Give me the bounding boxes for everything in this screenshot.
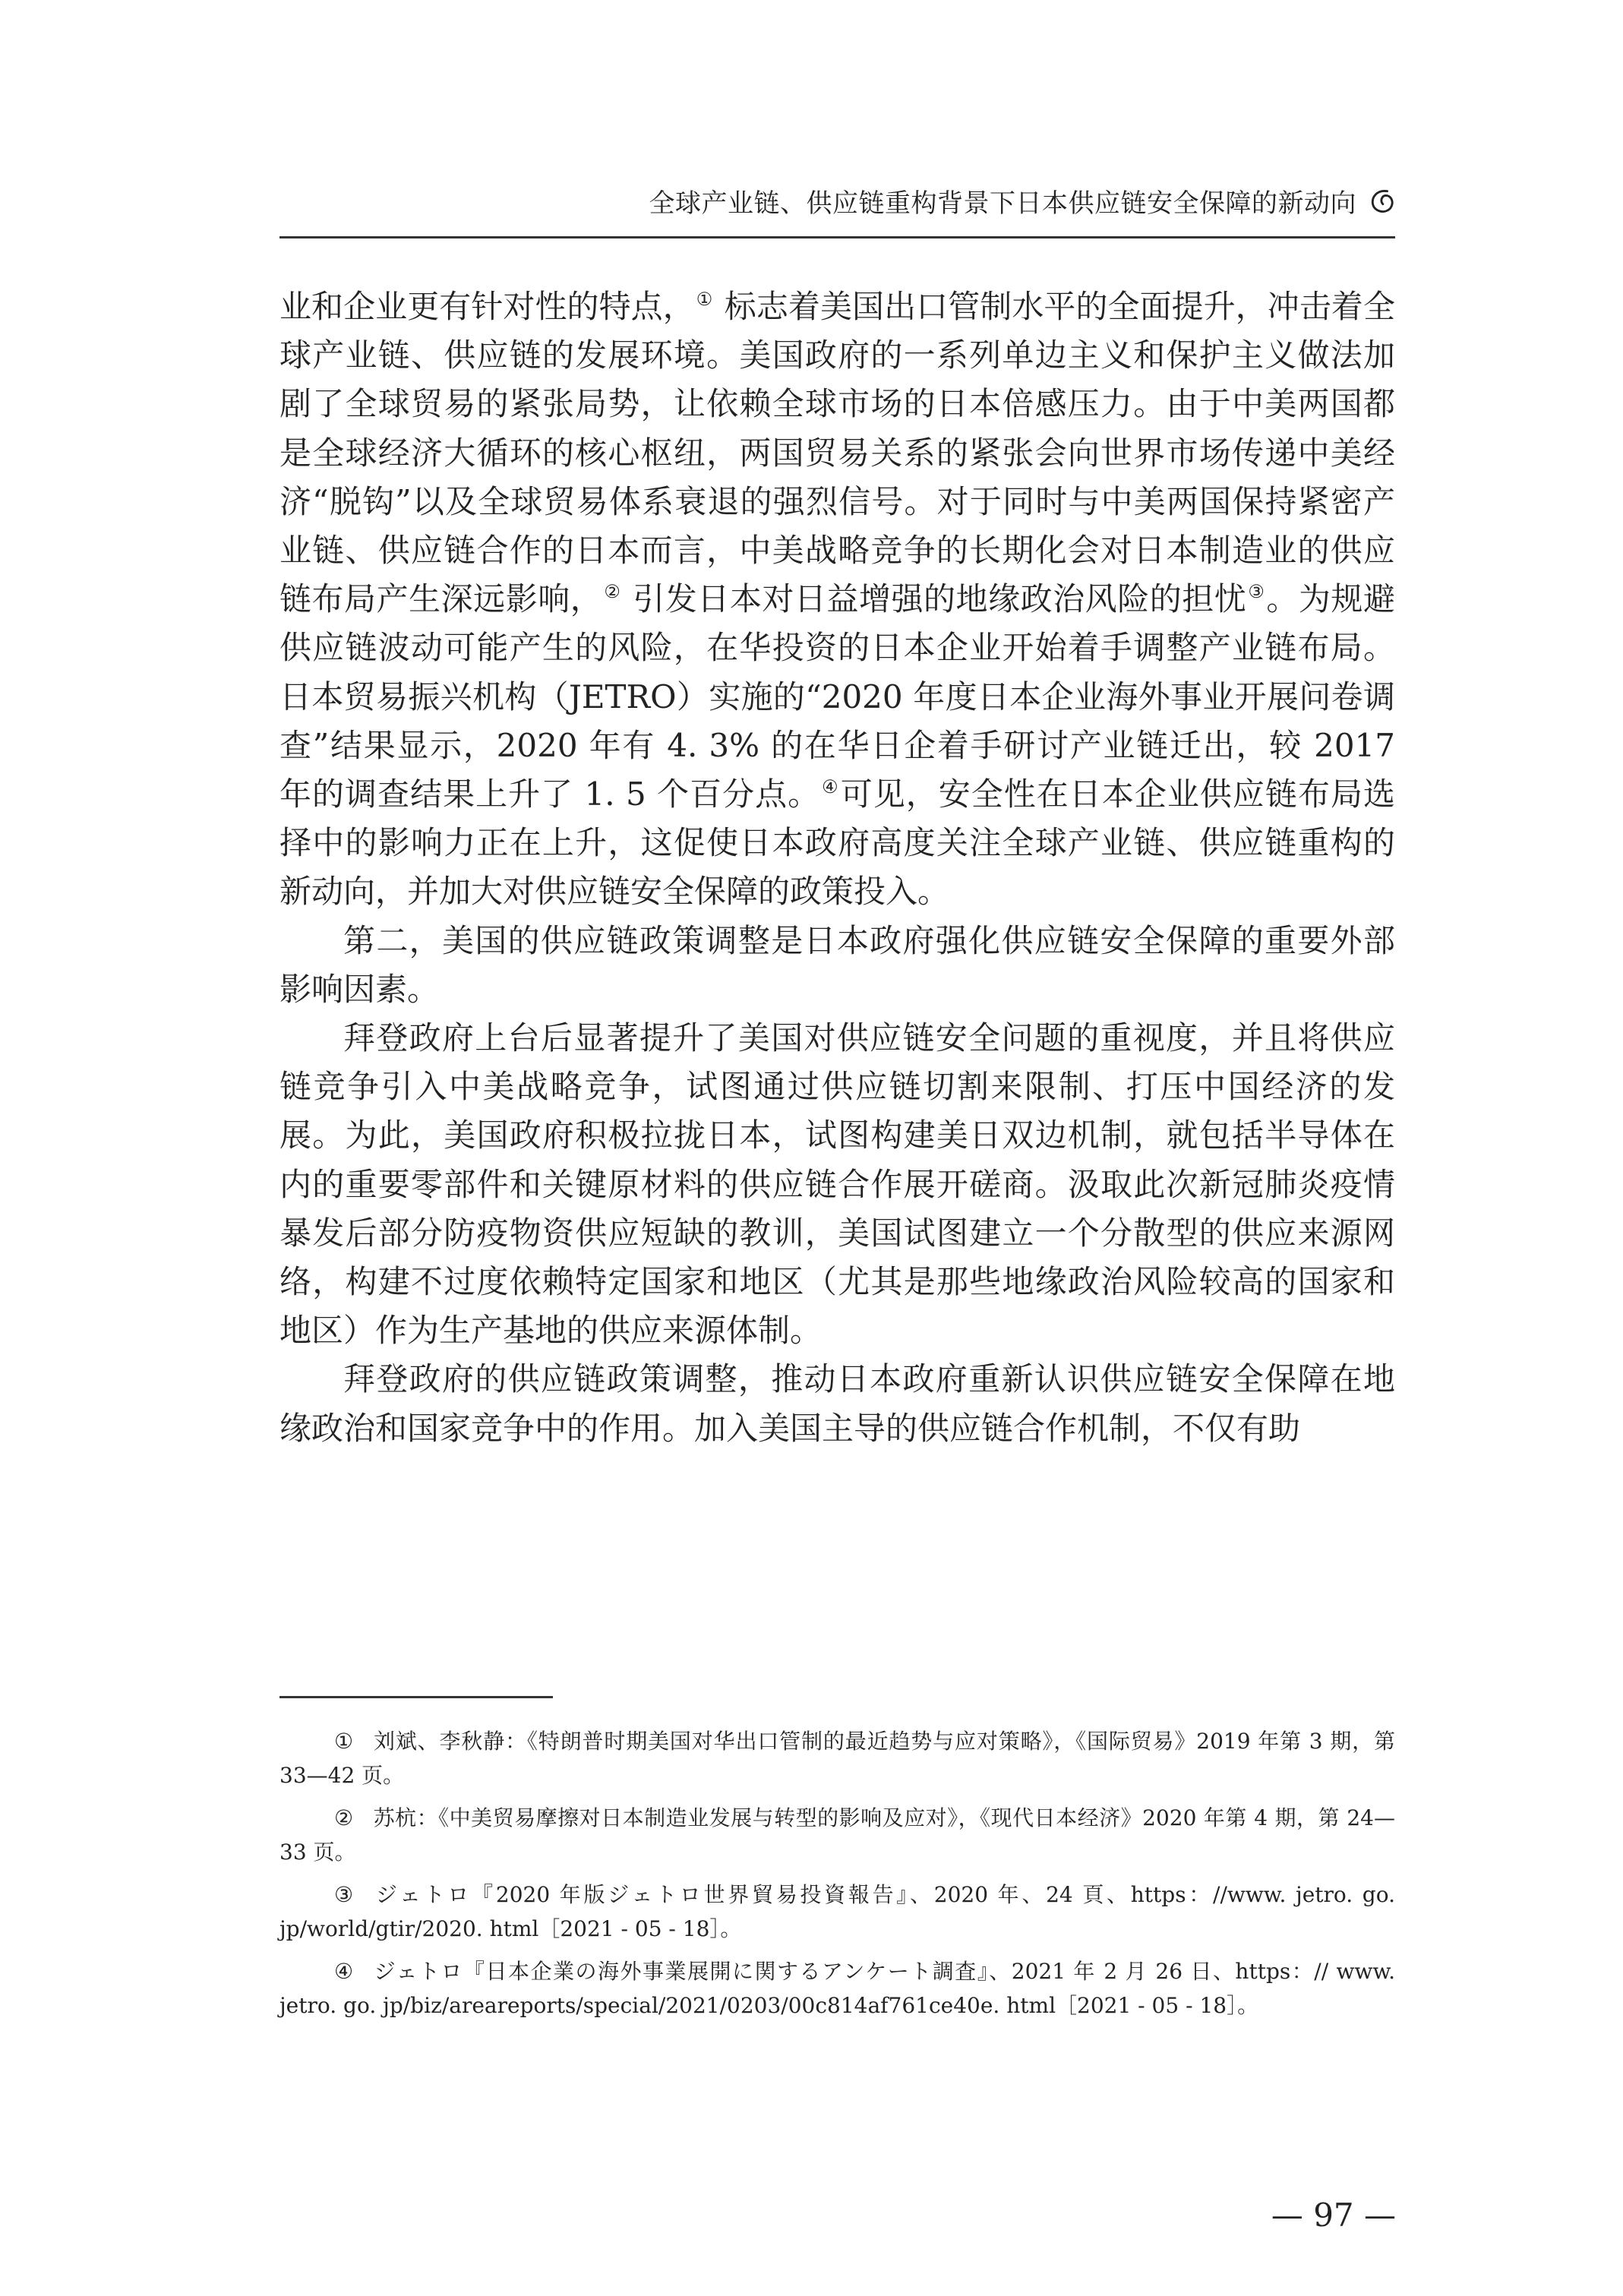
footnote-text: 苏杭：《中美贸易摩擦对日本制造业发展与转型的影响及应对》，《现代日本经济》2020 年第 4 期，第 24—33 页。 [279, 1805, 1395, 1865]
paragraph-text: 引发日本对日益增强的地缘政治风险的担忧 [622, 580, 1247, 618]
paragraph-text: 业和企业更有针对性的特点， [279, 288, 695, 325]
footnote [279, 1801, 1395, 1869]
footnote-number: ② [334, 1805, 354, 1830]
footnote [279, 1724, 1395, 1792]
page-number: — 97 — [1271, 2197, 1396, 2234]
running-head [279, 182, 1396, 219]
footnote-text: ジェトロ『2020 年版ジェトロ世界貿易投資報告』、2020 年、24 頁、https：//www. jetro. go. jp/world/gtir/2020. html［2021 - 05 - 18］。 [279, 1882, 1395, 1941]
footnote-text: 刘斌、李秋静：《特朗普时期美国对华出口管制的最近趋势与应对策略》，《国际贸易》2019 年第 3 期，第 33—42 页。 [279, 1729, 1396, 1788]
footnote-list [279, 1724, 1395, 2031]
paragraph-text: 可见，安全性在日本企业供应链布局选择中的影响力正在上升，这促使日本政府高度关注全球产业链、供应链重构的新动向，并加大对供应链安全保障的政策投入。 [279, 775, 1395, 911]
body-paragraph [279, 283, 1395, 917]
running-head-title: 全球产业链、供应链重构背景下日本供应链安全保障的新动向 [649, 188, 1356, 219]
journal-mark-icon [1367, 187, 1396, 216]
footnote-rule [279, 1696, 553, 1698]
footnote-number: ③ [334, 1882, 356, 1907]
body-paragraph [279, 1014, 1395, 1355]
footnote-text: ジェトロ『日本企業の海外事業展開に関するアンケート調査』、2021 年 2 月 26 日、https：// www. jetro. go. jp/biz/areareports/special/2021/0203/00c814af761ce40e. html［2021 - 05 - 18］。 [279, 1959, 1396, 2018]
paragraph-text: 第二，美国的供应链政策调整是日本政府强化供应链安全保障的重要外部影响因素。 [279, 921, 1395, 1008]
paragraph-text: 拜登政府的供应链政策调整，推动日本政府重新认识供应链安全保障在地缘政治和国家竞争中的作用。加入美国主导的供应链合作机制，不仅有助 [279, 1360, 1395, 1447]
paragraph-text: 。为规避供应链波动可能产生的风险，在华投资的日本企业开始着手调整产业链布局。日本贸易振兴机构（JETRO）实施的“2020 年度日本企业海外事业开展问卷调查”结果显示，2020 年有 4. 3% 的在华日企着手研讨产业链迁出，较 2017 年的调查结果上升了 1. 5 个百分点。 [279, 580, 1395, 813]
paragraph-text: 拜登政府上台后显著提升了美国对供应链安全问题的重视度，并且将供应链竞争引入中美战略竞争，试图通过供应链切割来限制、打压中国经济的发展。为此，美国政府积极拉拢日本，试图构建美日双边机制，就包括半导体在内的重要零部件和关键原材料的供应链合作展开磋商。汲取此次新冠肺炎疫情暴发后部分防疫物资供应短缺的教训，美国试图建立一个分散型的供应来源网络，构建不过度依赖特定国家和地区（尤其是那些地缘政治风险较高的国家和地区）作为生产基地的供应来源体制。 [279, 1019, 1395, 1350]
footnote-number: ① [334, 1729, 354, 1754]
header-rule [279, 236, 1395, 238]
footnote-marker: ④ [822, 776, 839, 798]
body-paragraph [279, 917, 1395, 1014]
footnote-marker: ③ [1248, 581, 1265, 603]
body-paragraph [279, 1355, 1395, 1452]
footnote-marker: ① [696, 289, 713, 310]
footnote-marker: ② [604, 581, 621, 603]
body-text [279, 283, 1395, 1453]
footnote [279, 1878, 1395, 1946]
footnote-number: ④ [334, 1959, 355, 1984]
paragraph-text: 标志着美国出口管制水平的全面提升，冲击着全球产业链、供应链的发展环境。美国政府的一系列单边主义和保护主义做法加剧了全球贸易的紧张局势，让依赖全球市场的日本倍感压力。由于中美两国都是全球经济大循环的核心枢纽，两国贸易关系的紧张会向世界市场传递中美经济“脱钩”以及全球贸易体系衰退的强烈信号。对于同时与中美两国保持紧密产业链、供应链合作的日本而言，中美战略竞争的长期化会对日本制造业的供应链布局产生深远影响， [279, 288, 1395, 618]
footnote [279, 1954, 1395, 2023]
